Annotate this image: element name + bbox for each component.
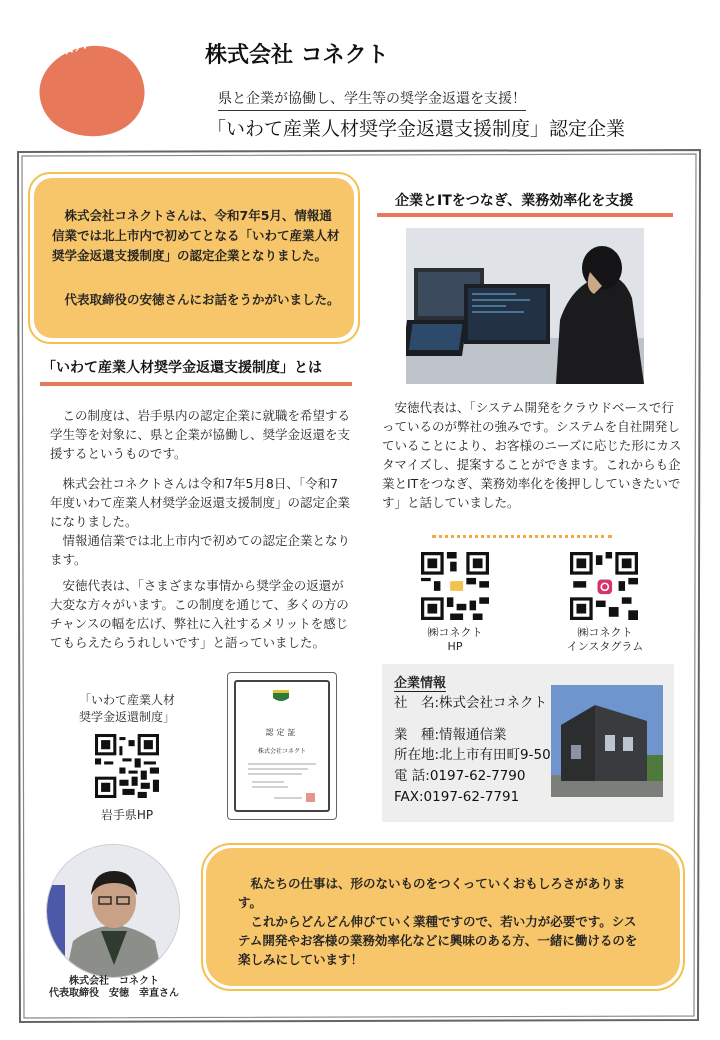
it-heading: 企業とITをつなぎ、業務効率化を支援 [395, 193, 634, 209]
info-fax: FAX:0197-62-7791 [394, 789, 520, 805]
emblem-icon [271, 688, 291, 704]
certificate-title: 認定証 [265, 728, 299, 737]
page-subtitle: 「いわて産業人材奨学金返還支援制度」認定企業 [207, 118, 626, 140]
instagram-qr-icon[interactable] [570, 552, 638, 620]
certificate-text-lines [244, 760, 320, 804]
tagline: 県と企業が協働し、学生等の奨学金返還を支援！ [218, 88, 526, 111]
company-qr-icon[interactable] [421, 552, 489, 620]
section-underline [40, 382, 352, 386]
quote-text: 私たちの仕事は、形のないものをつくっていくおもしろさがあります。 これからどんどん伸びていく業種ですので、若い力が必要です。システム開発やお客様の業務効率化などに興味のある方、一緒に働けるのを楽しみにしています！ [238, 876, 638, 967]
company-title: 株式会社 コネクト [205, 43, 389, 68]
it-paragraph: 安徳代表は、「システム開発をクラウドベースで行っているのが弊社の強みです。システムを自社開発していることにより、お客様のニーズに応じた形にカスタマイズし、提案することができます。これからも企業とITをつなぎ、業務効率化を後押ししていきたいです」と話していました。 [382, 400, 682, 510]
info-title: 企業情報 [394, 676, 447, 691]
intro-paragraph-2: 代表取締役の安徳さんにお話をうかがいました。 [64, 292, 340, 307]
dotted-divider [432, 535, 612, 538]
qr-code-icon[interactable] [95, 734, 159, 798]
qr-caption-source: 岩手県HP [100, 808, 154, 822]
system-heading: 「いわて産業人材奨学金返還支援制度」とは [42, 360, 322, 376]
company-hp-label: ㈱コネクト HP [427, 626, 483, 653]
office-photo [406, 228, 644, 384]
info-phone: 電 話:0197-62-7790 [394, 768, 526, 784]
system-paragraph-2: 株式会社コネクトさんは令和7年5月8日、「令和7年度いわて産業人材奨学金返還支援制度」の認定企業になりました。 情報通信業では北上市内で初めての認定企業となります。 [50, 476, 351, 567]
section-underline-right [377, 213, 673, 217]
badge-label: 企業紹介 [21, 30, 93, 71]
avatar [46, 844, 180, 978]
avatar-caption: 株式会社 コネクト 代表取締役 安徳 幸直さん [49, 976, 179, 999]
intro-paragraph: 株式会社コネクトさんは、令和7年5月、情報通信業では北上市内で初めてとなる「いわて産業人材奨学金返還支援制度」の認定企業となりました。 [52, 208, 340, 263]
info-name: 社 名:株式会社コネクト [394, 695, 548, 711]
system-paragraph-3: 安徳代表は、「さまざまな事情から奨学金の返還が大変な方々がいます。この制度を通じて、多くの方のチャンスの幅を広げ、弊社に入社するメリットを感じてもらえたらうれしいです」と語っていました。 [50, 578, 349, 650]
qr-caption: 「いわて産業人材 奨学金返還制度」 [78, 693, 175, 724]
certificate-company: 株式会社コネクト [257, 748, 306, 755]
building-photo [551, 685, 663, 797]
instagram-label: ㈱コネクト インスタグラム [566, 626, 644, 653]
system-paragraph-1: この制度は、岩手県内の認定企業に就職を希望する学生等を対象に、県と企業が協働し、奨学金返還を支援するというものです。 [50, 408, 351, 461]
info-address: 所在地:北上市有田町9-50 [394, 747, 551, 763]
info-industry: 業 種:情報通信業 [394, 727, 507, 743]
